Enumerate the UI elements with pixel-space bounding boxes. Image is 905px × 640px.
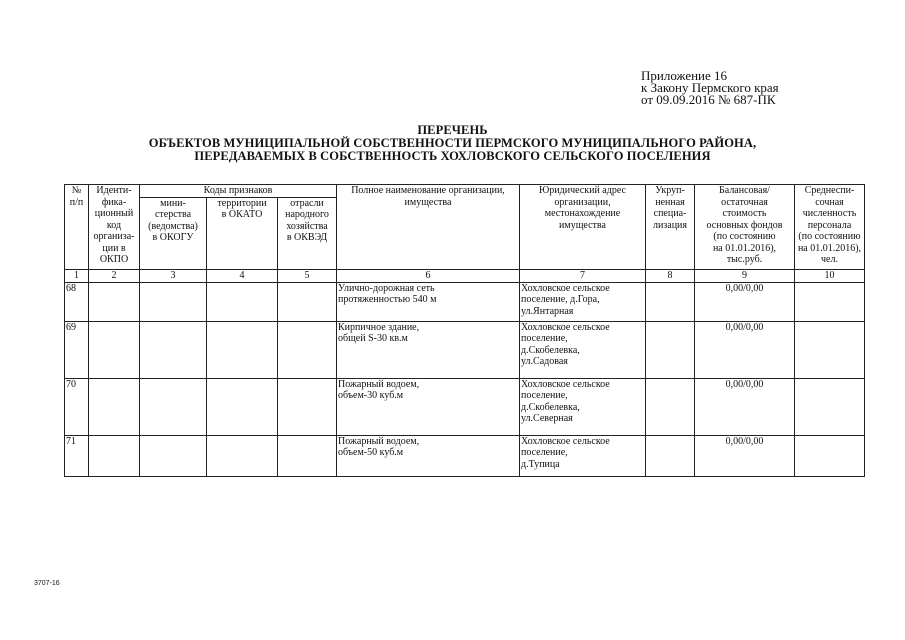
column-number: 3 [140,269,207,282]
header-specialization: Укруп- ненная специа- лизация [646,185,695,270]
column-number: 2 [89,269,140,282]
row-balance: 0,00/0,00 [695,378,795,435]
row-num: 68 [65,282,89,321]
table-row [65,378,865,435]
row-address: Хохловское сельское поселение, д.Гора, ул.Янтарная [520,282,646,321]
header-name: Полное наименование организации, имущества [337,185,520,270]
row-num: 69 [65,321,89,378]
header-address: Юридический адрес организации, местонахождение имущества [520,185,646,270]
title-line: ОБЪЕКТОВ МУНИЦИПАЛЬНОЙ СОБСТВЕННОСТИ ПЕРМСКОГО МУНИЦИПАЛЬНОГО РАЙОНА, [148,136,757,150]
title-line: ПЕРЕЧЕНЬ [417,123,488,137]
column-number: 8 [646,269,695,282]
table-row [65,321,865,378]
row-balance: 0,00/0,00 [695,282,795,321]
header-staff: Среднеспи- сочная численность персонала (по состоянию на 01.01.2016), чел. [795,185,865,270]
document-title [0,124,905,163]
row-address: Хохловское сельское поселение, д.Тупица [520,435,646,476]
header-balance: Балансовая/ остаточная стоимость основных фондов (по состоянию на 01.01.2016), тыс.руб. [695,185,795,270]
property-register-table [64,184,865,477]
row-name: Пожарный водоем, объем-50 куб.м [337,435,520,476]
column-number: 9 [695,269,795,282]
document-code: 3707-16 [34,580,60,587]
title-line: ПЕРЕДАВАЕМЫХ В СОБСТВЕННОСТЬ ХОХЛОВСКОГО СЕЛЬСКОГО ПОСЕЛЕНИЯ [194,149,711,163]
table-row [65,282,865,321]
column-number: 6 [337,269,520,282]
row-address: Хохловское сельское поселение, д.Скобелевка, ул.Садовая [520,321,646,378]
column-number: 5 [278,269,337,282]
row-num: 70 [65,378,89,435]
header-okpo-code: Иденти- фика- ционный код организа- ции в ОКПО [89,185,140,270]
header-okogu: мини- стерства (ведомства) в ОКОГУ [140,197,207,269]
appendix-line: от 09.09.2016 № 687-ПК [641,92,776,107]
appendix-line: к Закону Пермского края [641,80,779,95]
row-num: 71 [65,435,89,476]
header-okved: отрасли народного хозяйства в ОКВЭД [278,197,337,269]
column-number: 1 [65,269,89,282]
appendix-line: Приложение 16 [641,68,728,83]
row-name: Пожарный водоем, объем-30 куб.м [337,378,520,435]
header-codes-group: Коды признаков [140,185,337,198]
table-row [65,435,865,476]
row-balance: 0,00/0,00 [695,435,795,476]
row-name: Кирпичное здание, общей S-30 кв.м [337,321,520,378]
header-okato: территории в ОКАТО [207,197,278,269]
column-number: 7 [520,269,646,282]
row-address: Хохловское сельское поселение, д.Скобелевка, ул.Северная [520,378,646,435]
column-number: 4 [207,269,278,282]
column-number: 10 [795,269,865,282]
header-row [65,185,865,198]
column-number-row [65,269,865,282]
appendix-note [641,70,779,106]
row-balance: 0,00/0,00 [695,321,795,378]
header-num: № п/п [65,185,89,270]
row-name: Улично-дорожная сеть протяженностью 540 м [337,282,520,321]
